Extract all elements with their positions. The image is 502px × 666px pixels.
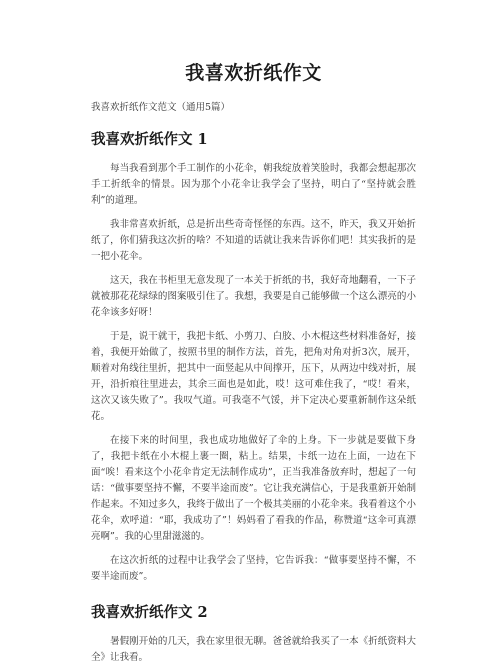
paragraph: 在接下来的时间里，我也成功地做好了伞的上身。下一步就是要做下身了，我把卡纸在小木棍上裹一圈，粘上。结果，卡纸一边在上面，一边在下面“唉！看来这个小花伞肯定无法制作成功”，正当我准备放弃时，想起了一句话：“做事要坚持不懈，不要半途而废”。它让我充满信心，于是我重新开始制作起来。不知过多久，我终于做出了一个极其美丽的小花伞来。我看着这个小花伞，欢呼道：“耶，我成功了”！妈妈看了看我的作品，称赞道“这伞可真漂亮啊”。我的心里甜滋滋的。: [91, 435, 416, 542]
paragraph: 我非常喜欢折纸，总是折出些奇奇怪怪的东西。这不，昨天，我又开始折纸了，你们猜我这次折的啥？不知道的话就让我来告诉你们吧！其实我折的是一把小花伞。: [91, 219, 416, 262]
document-subtitle: 我喜欢折纸作文范文（通用5篇）: [91, 102, 231, 113]
paragraph: 暑假刚开始的几天，我在家里很无聊。爸爸就给我买了一本《折纸资料大全》让我看。: [91, 636, 416, 663]
essay-section-2: [91, 601, 416, 666]
essay-section-1: [91, 128, 416, 585]
paragraph: 这天，我在书柜里无意发现了一本关于折纸的书，我好奇地翻看，一下子就被那花花绿绿的图案吸引住了。我想，我要是自己能够做一个这么漂亮的小花伞该多好呀！: [91, 275, 416, 318]
paragraph: 在这次折纸的过程中让我学会了坚持，它告诉我：“做事要坚持不懈，不要半途而废”。: [91, 555, 416, 582]
paragraph: 于是，说干就干，我把卡纸、小剪刀、白胶、小木棍这些材料准备好，接着，我便开始做了，按照书里的制作方法，首先，把角对角对折3次，展开，顺着对角线往里折，把其中一面竖起从中间撑开，压下，从两边中线对折，展开，沿折痕往里进去，其余三面也是如此，哎！这可难住我了，“哎！看来，这次又该失败了”。我叹气道。可我毫不气馁，并下定决心要重新制作这朵纸花。: [91, 331, 416, 422]
section-heading: 我喜欢折纸作文 2: [91, 604, 208, 621]
section-heading: 我喜欢折纸作文 1: [91, 131, 208, 148]
document-title: 我喜欢折纸作文: [185, 62, 322, 84]
paragraph: 每当我看到那个手工制作的小花伞，朝我绽放着笑脸时，我都会想起那次手工折纸伞的情景。因为那个小花伞让我学会了坚持，明白了“坚持就会胜利”的道理。: [91, 163, 416, 206]
